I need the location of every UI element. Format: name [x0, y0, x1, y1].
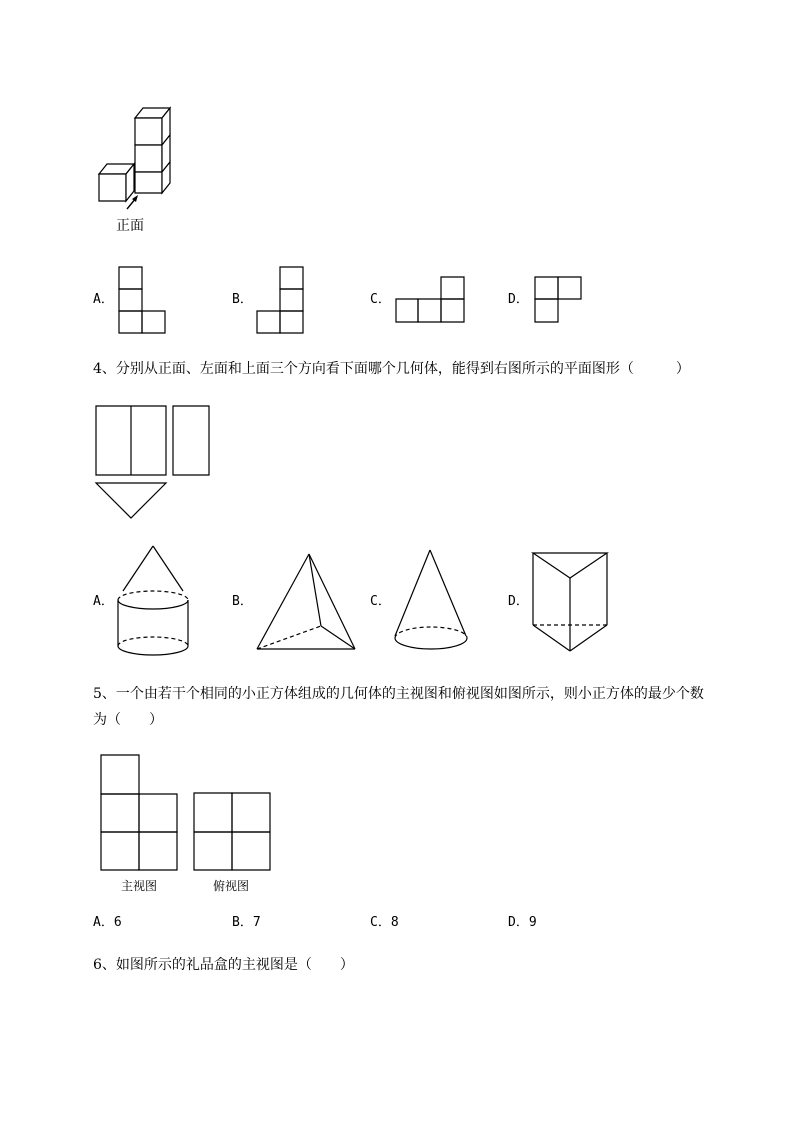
q5-question-text-line1: 5、一个由若干个相同的小正方体组成的几何体的主视图和俯视图如图所示，则小正方体的最少个数: [93, 686, 704, 702]
q5-option-d[interactable]: D．9: [508, 915, 537, 930]
q6-question-text: 6、如图所示的礼品盒的主视图是（ ）: [93, 957, 354, 973]
q3-option-c-label[interactable]: C．: [370, 292, 391, 307]
q5-option-a[interactable]: A．6: [93, 915, 122, 930]
q3-option-d-figure: [534, 276, 582, 324]
q5-front-view-figure: [99, 753, 179, 873]
q5-top-view-caption: 俯视图: [213, 879, 250, 893]
q5-top-view-figure: [192, 791, 272, 873]
q4-option-a-label[interactable]: A．: [93, 594, 114, 609]
q3-option-a-label[interactable]: A．: [93, 292, 114, 307]
q3-option-b-figure: [256, 266, 304, 334]
q5-front-view-caption: 主视图: [121, 879, 158, 893]
q4-question-text: 4、分别从正面、左面和上面三个方向看下面哪个几何体，能得到右图所示的平面图形（ ）: [93, 361, 690, 377]
q3-option-b-label[interactable]: B．: [232, 292, 253, 307]
q4-option-c-label[interactable]: C．: [370, 594, 391, 609]
q4-three-views-figure: [94, 404, 212, 522]
front-label: 正面: [116, 218, 144, 234]
q5-option-b[interactable]: B．7: [232, 915, 261, 930]
q4-option-b-pyramid: [255, 552, 357, 652]
q4-option-d-prism: [531, 551, 611, 655]
q4-option-d-label[interactable]: D．: [508, 594, 529, 609]
q3-option-a-figure: [118, 266, 166, 334]
q3-option-c-figure: [395, 276, 465, 324]
q5-question-text-line2: 为（ ）: [93, 712, 163, 728]
q4-option-c-cone: [391, 548, 471, 654]
q3-option-d-label[interactable]: D．: [508, 292, 529, 307]
q4-option-b-label[interactable]: B．: [232, 594, 253, 609]
q5-option-c[interactable]: C．8: [370, 915, 399, 930]
front-arrow: [124, 192, 144, 212]
q4-option-a-cone-cylinder: [116, 544, 192, 660]
